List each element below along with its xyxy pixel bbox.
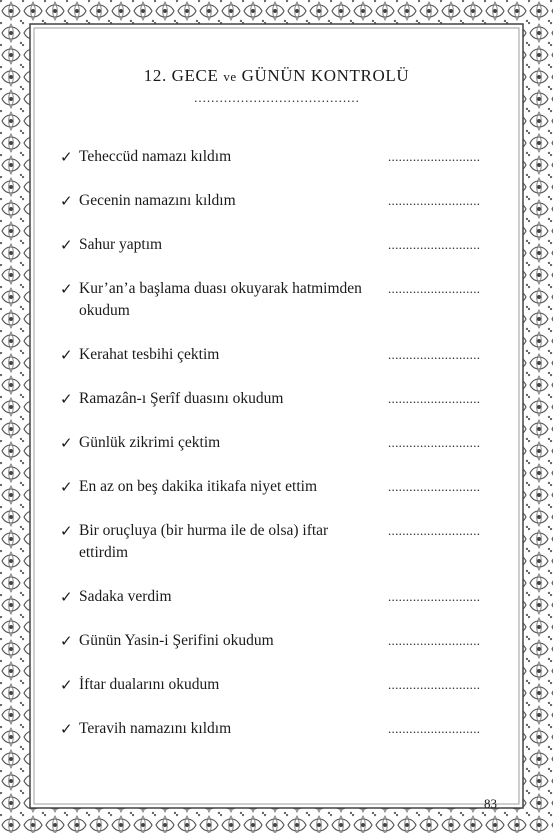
checklist-item-label: Sahur yaptım [79, 236, 163, 253]
checklist-item-blank[interactable]: .......................... [388, 281, 481, 296]
check-icon: ✓ [60, 236, 73, 254]
checklist-item-blank[interactable]: .......................... [388, 193, 481, 208]
checklist-item-label: Günün Yasin-i Şerifini okudum [79, 632, 274, 649]
checklist-item-blank[interactable]: .......................... [388, 347, 481, 362]
checklist-item-blank[interactable]: .......................... [388, 149, 481, 164]
checklist-item-label: Günlük zikrimi çektim [79, 434, 221, 451]
checklist-item-label: Ramazân-ı Şerîf duasını okudum [79, 390, 284, 407]
checklist-item-blank[interactable]: .......................... [388, 633, 481, 648]
check-icon: ✓ [60, 588, 73, 606]
checklist-item-label: İftar dualarını okudum [79, 676, 220, 693]
page-title [36, 66, 517, 86]
checklist-item-blank[interactable]: .......................... [388, 237, 481, 252]
checklist-item-blank[interactable]: .......................... [388, 589, 481, 604]
checklist-item-blank[interactable]: .......................... [388, 391, 481, 406]
check-icon: ✓ [60, 192, 73, 210]
checklist-item-label: Teheccüd namazı kıldım [79, 148, 232, 165]
checklist-item-blank[interactable]: .......................... [388, 435, 481, 450]
page-content [36, 30, 517, 811]
title-rest: GÜNÜN KONTROLÜ [241, 66, 410, 85]
check-icon: ✓ [60, 676, 73, 694]
checklist-item-blank[interactable]: .......................... [388, 677, 481, 692]
checklist-item-label: Kerahat tesbihi çektim [79, 346, 220, 363]
check-icon: ✓ [60, 632, 73, 650]
checklist-item-label: En az on beş dakika itikafa niyet ettim [79, 478, 318, 495]
title-small-word: ve [223, 69, 237, 84]
check-icon: ✓ [60, 390, 73, 408]
checklist-item-blank[interactable]: .......................... [388, 721, 481, 736]
checklist-item-blank[interactable]: .......................... [388, 523, 481, 538]
checklist-item-label: Teravih namazını kıldım [79, 720, 232, 737]
check-icon: ✓ [60, 346, 73, 364]
page-number: 83 [484, 796, 497, 811]
checklist-item-label: Bir oruçluya (bir hurma ile de olsa) iftar ettirdim [79, 522, 329, 561]
checklist-item-blank[interactable]: .......................... [388, 479, 481, 494]
checklist-item-label: Sadaka verdim [79, 588, 172, 605]
check-icon: ✓ [60, 280, 73, 298]
check-icon: ✓ [60, 148, 73, 166]
check-icon: ✓ [60, 434, 73, 452]
check-icon: ✓ [60, 522, 73, 540]
check-icon: ✓ [60, 720, 73, 738]
title-underline: ....................................... [194, 90, 360, 105]
checklist-item-label: Kur’an’a başlama duası okuyarak hatmimden okudum [79, 280, 362, 319]
check-icon: ✓ [60, 478, 73, 496]
title-number: 12. GECE [143, 66, 219, 85]
checklist-item-label: Gecenin namazını kıldım [79, 192, 236, 209]
